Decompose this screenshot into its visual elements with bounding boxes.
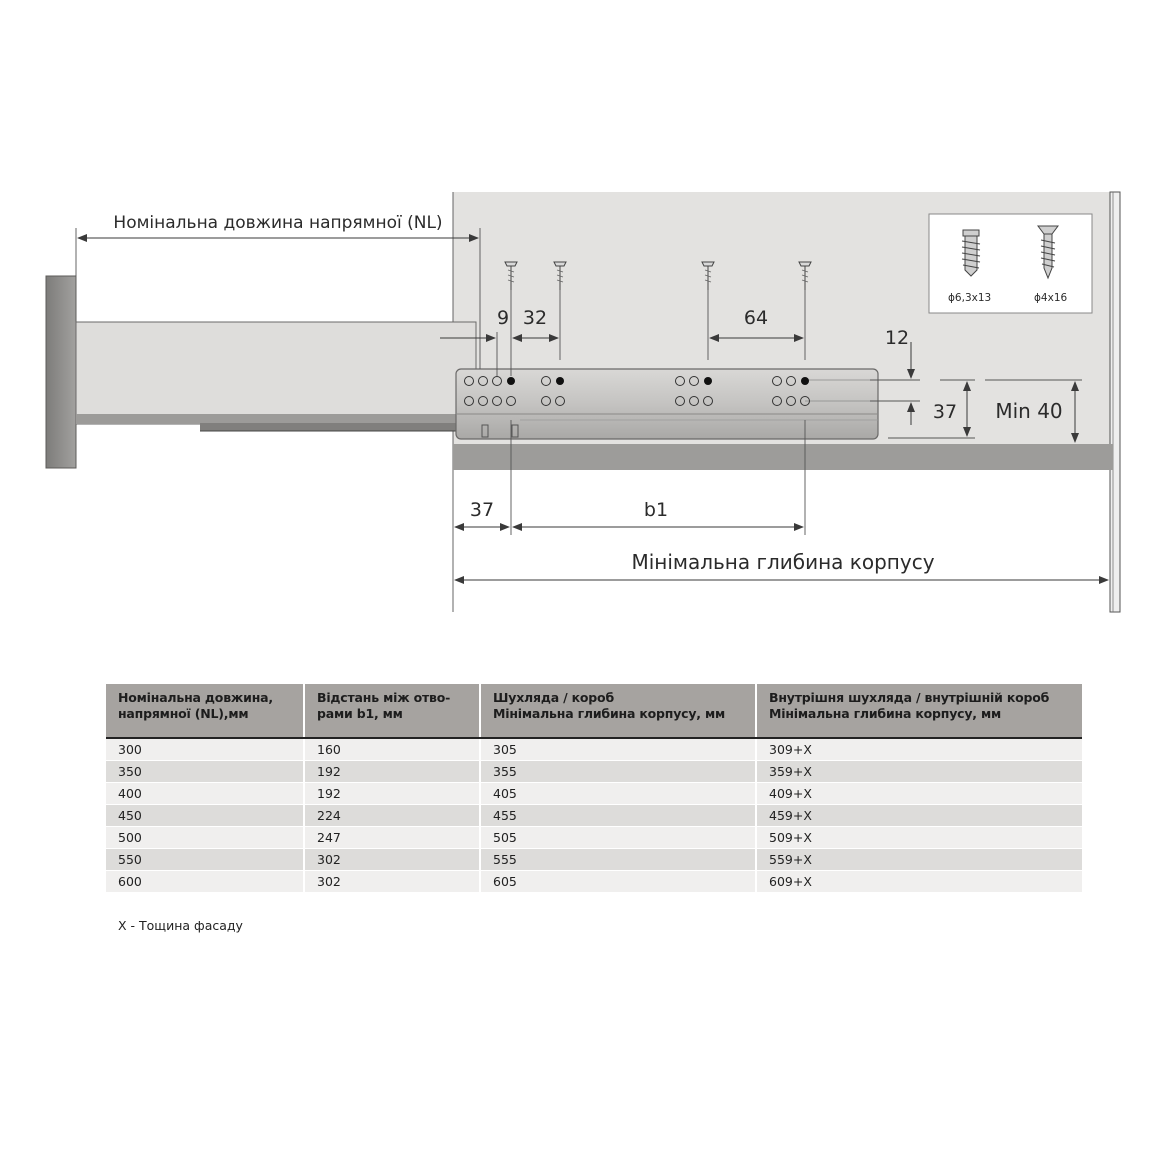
table-cell: 224 [304, 805, 480, 827]
col-header-drawer-depth: Шухляда / короб Мінімальна глибина корпусу, мм [480, 684, 756, 738]
table-row [106, 849, 1082, 871]
table-cell: 302 [304, 871, 480, 893]
drawer-front [46, 276, 76, 468]
table-cell: 400 [106, 783, 304, 805]
spec-table [106, 684, 1082, 893]
table-cell: 555 [480, 849, 756, 871]
table-cell: 350 [106, 761, 304, 783]
slide-rail [456, 369, 878, 439]
table-cell: 305 [480, 738, 756, 761]
table-cell: 605 [480, 871, 756, 893]
table-row [106, 783, 1082, 805]
screw-1-label: ϕ6,3x13 [948, 292, 992, 304]
table-row [106, 871, 1082, 893]
table-cell: 409+X [756, 783, 1082, 805]
table-cell: 355 [480, 761, 756, 783]
table-cell: 192 [304, 761, 480, 783]
table-cell: 309+X [756, 738, 1082, 761]
col-header-inner-drawer-depth: Внутрішня шухляда / внутрішній короб Мінімальна глибина корпусу, мм [756, 684, 1082, 738]
min-depth-label: Мінімальна глибина корпусу [631, 550, 935, 574]
table-cell: 600 [106, 871, 304, 893]
table-cell: 300 [106, 738, 304, 761]
dim-9-label: 9 [496, 307, 510, 329]
footnote: X - Тощина фасаду [118, 918, 243, 933]
table-cell: 405 [480, 783, 756, 805]
table-row [106, 827, 1082, 849]
table-header-row [106, 684, 1082, 738]
dim-32-label: 32 [522, 307, 548, 329]
table-cell: 505 [480, 827, 756, 849]
dim-37-horizontal-label: 37 [469, 499, 495, 521]
table-cell: 459+X [756, 805, 1082, 827]
dim-37-vertical-label: 37 [932, 401, 958, 423]
table-cell: 450 [106, 805, 304, 827]
table-cell: 160 [304, 738, 480, 761]
screw-6-3x13-icon [962, 230, 980, 276]
table-row [106, 805, 1082, 827]
table-row [106, 738, 1082, 761]
dim-min40-label: Min 40 [995, 399, 1063, 423]
table-cell: 559+X [756, 849, 1082, 871]
cabinet-bottom [453, 444, 1113, 470]
table-cell: 500 [106, 827, 304, 849]
table-cell: 455 [480, 805, 756, 827]
cabinet-back-wall [1110, 192, 1120, 612]
col-header-nl: Номінальна довжина, напрямної (NL),мм [106, 684, 304, 738]
table-cell: 509+X [756, 827, 1082, 849]
table-cell: 609+X [756, 871, 1082, 893]
table-row [106, 761, 1082, 783]
screw-2-label: ϕ4x16 [1034, 292, 1068, 304]
table-cell: 359+X [756, 761, 1082, 783]
dim-12-label: 12 [884, 327, 910, 349]
dim-b1-label: b1 [643, 499, 669, 521]
drawer-body [76, 322, 476, 424]
table-cell: 192 [304, 783, 480, 805]
table-cell: 247 [304, 827, 480, 849]
table-cell: 302 [304, 849, 480, 871]
table-cell: 550 [106, 849, 304, 871]
dim-64-label: 64 [743, 307, 769, 329]
col-header-b1: Відстань між отво- рами b1, мм [304, 684, 480, 738]
nl-label: Номінальна довжина напрямної (NL) [113, 213, 443, 233]
